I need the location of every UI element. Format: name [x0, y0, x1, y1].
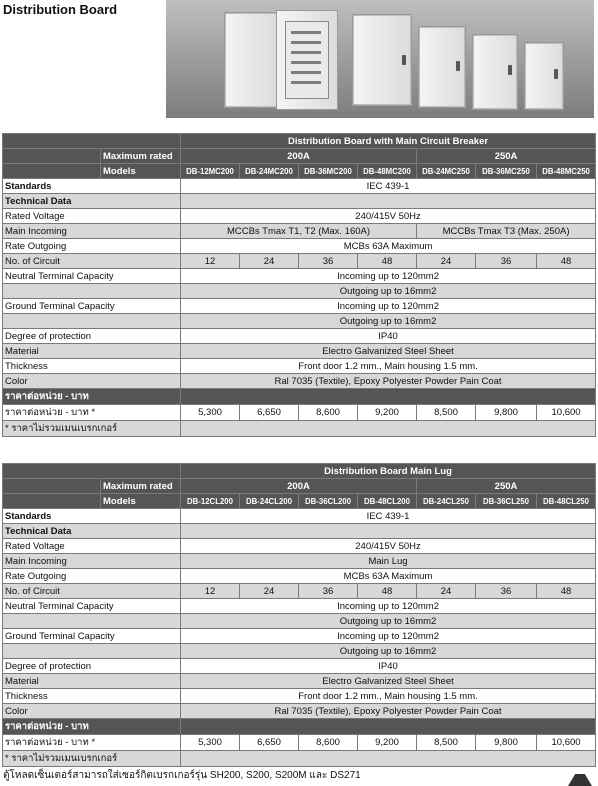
neutral-blank [3, 284, 181, 299]
standards-label: Standards [3, 179, 181, 194]
cabinet-door-open [224, 12, 278, 108]
price-cell: 10,600 [537, 405, 596, 421]
technical-data-label: Technical Data [3, 194, 181, 209]
price-cell: 6,650 [240, 405, 299, 421]
neutral-outgoing-value: Outgoing up to 16mm2 [181, 614, 596, 629]
circuit-count: 36 [299, 584, 358, 599]
ground-blank [3, 314, 181, 329]
neutral-terminal-label: Neutral Terminal Capacity [3, 269, 181, 284]
thickness-value: Front door 1.2 mm., Main housing 1.5 mm. [181, 359, 596, 374]
price-cell: 9,200 [358, 735, 417, 751]
protection-value: IP40 [181, 329, 596, 344]
model-cell: DB-36MC250 [476, 164, 537, 179]
circuit-count: 24 [417, 254, 476, 269]
standards-value: IEC 439-1 [181, 179, 596, 194]
ground-outgoing-value: Outgoing up to 16mm2 [181, 314, 596, 329]
maximum-rated-label: Maximum rated [101, 149, 181, 164]
table-title: Distribution Board with Main Circuit Breaker [181, 134, 596, 149]
models-label: Models [101, 164, 181, 179]
main-incoming-label: Main Incoming [3, 554, 181, 569]
model-cell: DB-48CL250 [537, 494, 596, 509]
ground-incoming-value: Incoming up to 120mm2 [181, 629, 596, 644]
material-value: Electro Galvanized Steel Sheet [181, 674, 596, 689]
model-cell: DB-48MC250 [537, 164, 596, 179]
price-note-blank [181, 751, 596, 767]
header-blank [3, 464, 181, 479]
material-label: Material [3, 344, 181, 359]
circuit-count: 36 [476, 254, 537, 269]
thickness-value: Front door 1.2 mm., Main housing 1.5 mm. [181, 689, 596, 704]
color-value: Ral 7035 (Textile), Epoxy Polyester Powder Pain Coat [181, 374, 596, 389]
price-cell: 8,600 [299, 735, 358, 751]
circuit-count: 24 [240, 584, 299, 599]
price-cell: 8,500 [417, 405, 476, 421]
neutral-outgoing-value: Outgoing up to 16mm2 [181, 284, 596, 299]
protection-value: IP40 [181, 659, 596, 674]
price-header-blank [181, 389, 596, 405]
spec-table-main-lug [2, 463, 596, 767]
ground-incoming-value: Incoming up to 120mm2 [181, 299, 596, 314]
rate-outgoing-label: Rate Outgoing [3, 569, 181, 584]
model-cell: DB-48CL200 [358, 494, 417, 509]
rate-outgoing-value: MCBs 63A Maximum [181, 239, 596, 254]
circuit-count: 48 [358, 254, 417, 269]
price-label: ราคาต่อหน่วย - บาท * [3, 735, 181, 751]
rated-voltage-label: Rated Voltage [3, 209, 181, 224]
header-blank [3, 134, 181, 149]
cabinet-closed-1 [352, 14, 412, 106]
price-label: ราคาต่อหน่วย - บาท * [3, 405, 181, 421]
price-cell: 9,800 [476, 735, 537, 751]
cabinet-closed-2 [418, 26, 466, 108]
rate-outgoing-label: Rate Outgoing [3, 239, 181, 254]
color-value: Ral 7035 (Textile), Epoxy Polyester Powder Pain Coat [181, 704, 596, 719]
neutral-incoming-value: Incoming up to 120mm2 [181, 599, 596, 614]
cabinet-closed-4 [524, 42, 564, 110]
spec-table-main-circuit-breaker [2, 133, 596, 437]
footnote: ตู้โหลดเซ็นเตอร์สามารถใส่เซอร์กิตเบรกเกอร์รุ่น SH200, S200, S200M และ DS271 [3, 770, 361, 781]
circuits-label: No. of Circuit [3, 584, 181, 599]
thickness-label: Thickness [3, 689, 181, 704]
technical-data-label: Technical Data [3, 524, 181, 539]
standards-label: Standards [3, 509, 181, 524]
circuit-count: 48 [537, 584, 596, 599]
price-cell: 5,300 [181, 405, 240, 421]
price-cell: 8,600 [299, 405, 358, 421]
rating-250a: 250A [417, 479, 596, 494]
header-blank [3, 494, 101, 509]
thickness-label: Thickness [3, 359, 181, 374]
ground-terminal-label: Ground Terminal Capacity [3, 629, 181, 644]
model-cell: DB-24CL200 [240, 494, 299, 509]
circuit-count: 12 [181, 584, 240, 599]
price-cell: 8,500 [417, 735, 476, 751]
price-header: ราคาต่อหน่วย - บาท [3, 389, 181, 405]
standards-value: IEC 439-1 [181, 509, 596, 524]
circuit-count: 12 [181, 254, 240, 269]
rated-voltage-value: 240/415V 50Hz [181, 539, 596, 554]
material-value: Electro Galvanized Steel Sheet [181, 344, 596, 359]
product-photo [166, 0, 594, 118]
circuit-count: 48 [537, 254, 596, 269]
price-cell: 9,200 [358, 405, 417, 421]
protection-label: Degree of protection [3, 329, 181, 344]
model-cell: DB-36CL250 [476, 494, 537, 509]
page-corner-tab [568, 774, 592, 786]
price-note: * ราคาไม่รวมเมนเบรกเกอร์ [3, 751, 181, 767]
color-label: Color [3, 704, 181, 719]
rated-voltage-label: Rated Voltage [3, 539, 181, 554]
price-header: ราคาต่อหน่วย - บาท [3, 719, 181, 735]
circuit-count: 36 [299, 254, 358, 269]
model-cell: DB-36CL200 [299, 494, 358, 509]
model-cell: DB-24CL250 [417, 494, 476, 509]
circuit-count: 24 [240, 254, 299, 269]
price-header-blank [181, 719, 596, 735]
rating-200a: 200A [181, 479, 417, 494]
rating-250a: 250A [417, 149, 596, 164]
price-note-blank [181, 421, 596, 437]
models-label: Models [101, 494, 181, 509]
price-cell: 9,800 [476, 405, 537, 421]
model-cell: DB-12MC200 [181, 164, 240, 179]
neutral-incoming-value: Incoming up to 120mm2 [181, 269, 596, 284]
ground-blank [3, 644, 181, 659]
price-note: * ราคาไม่รวมเมนเบรกเกอร์ [3, 421, 181, 437]
main-incoming-200a: MCCBs Tmax T1, T2 (Max. 160A) [181, 224, 417, 239]
circuit-count: 24 [417, 584, 476, 599]
main-incoming-label: Main Incoming [3, 224, 181, 239]
rate-outgoing-value: MCBs 63A Maximum [181, 569, 596, 584]
color-label: Color [3, 374, 181, 389]
price-cell: 5,300 [181, 735, 240, 751]
circuit-count: 48 [358, 584, 417, 599]
header-blank [3, 149, 101, 164]
header-blank [3, 479, 101, 494]
model-cell: DB-24MC200 [240, 164, 299, 179]
price-cell: 6,650 [240, 735, 299, 751]
neutral-blank [3, 614, 181, 629]
price-cell: 10,600 [537, 735, 596, 751]
rating-200a: 200A [181, 149, 417, 164]
circuit-count: 36 [476, 584, 537, 599]
cabinet-open-interior [276, 10, 338, 110]
header-blank [3, 164, 101, 179]
neutral-terminal-label: Neutral Terminal Capacity [3, 599, 181, 614]
cabinet-closed-3 [472, 34, 518, 110]
main-incoming-value: Main Lug [181, 554, 596, 569]
maximum-rated-label: Maximum rated [101, 479, 181, 494]
ground-outgoing-value: Outgoing up to 16mm2 [181, 644, 596, 659]
rated-voltage-value: 240/415V 50Hz [181, 209, 596, 224]
material-label: Material [3, 674, 181, 689]
circuits-label: No. of Circuit [3, 254, 181, 269]
technical-data-blank [181, 194, 596, 209]
model-cell: DB-12CL200 [181, 494, 240, 509]
protection-label: Degree of protection [3, 659, 181, 674]
technical-data-blank [181, 524, 596, 539]
model-cell: DB-24MC250 [417, 164, 476, 179]
model-cell: DB-36MC200 [299, 164, 358, 179]
model-cell: DB-48MC200 [358, 164, 417, 179]
page-heading: Distribution Board [3, 2, 118, 17]
main-incoming-250a: MCCBs Tmax T3 (Max. 250A) [417, 224, 596, 239]
table-title: Distribution Board Main Lug [181, 464, 596, 479]
ground-terminal-label: Ground Terminal Capacity [3, 299, 181, 314]
